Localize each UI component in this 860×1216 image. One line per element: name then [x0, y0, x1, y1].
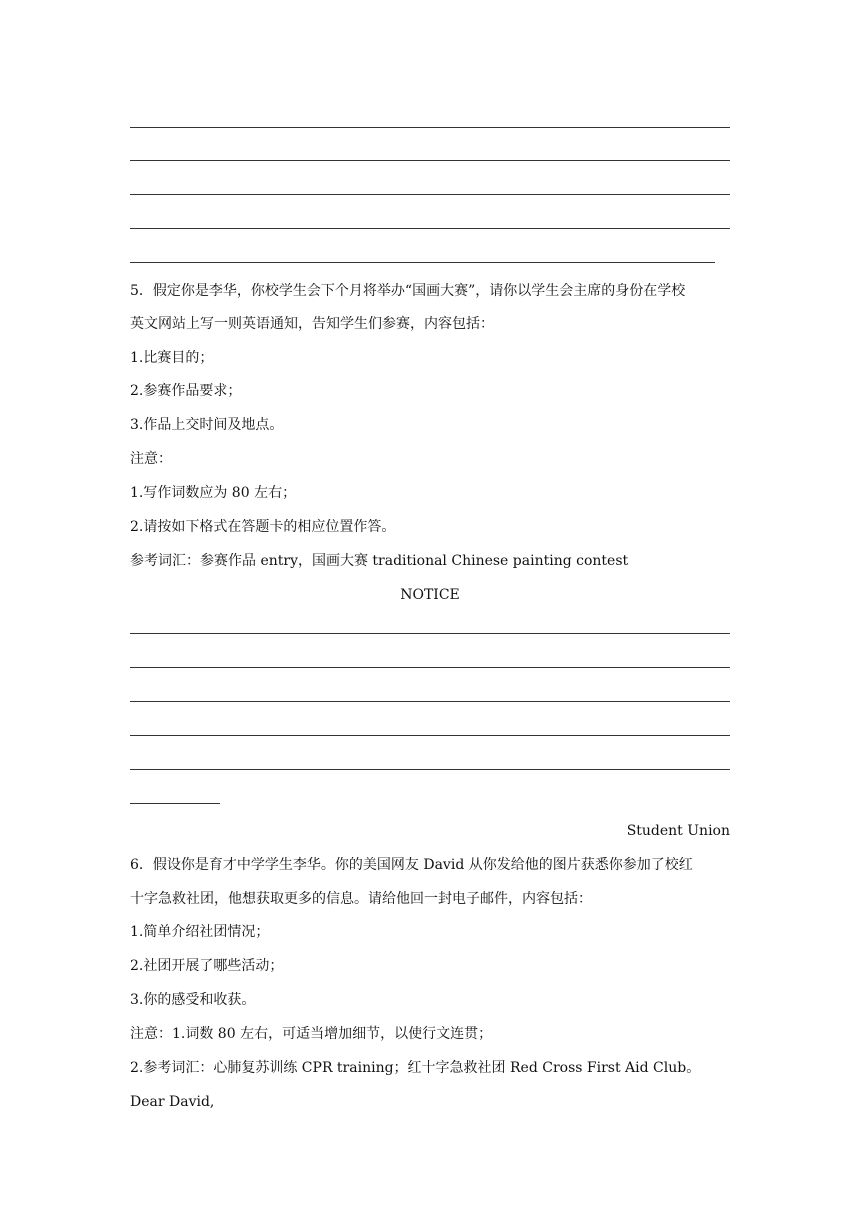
q6-prompt-line2: 十字急救社团，他想获取更多的信息。请给他回一封电子邮件，内容包括： [130, 891, 592, 907]
q6-note: 注意：1.词数 80 左右，可适当增加细节，以使行文连贯； [130, 1026, 493, 1042]
q5-item-2: 2.参赛作品要求； [130, 383, 242, 399]
answer-line [130, 228, 730, 229]
q6-salutation: Dear David, [130, 1094, 215, 1110]
answer-line [130, 194, 730, 195]
q5-item-3: 3.作品上交时间及地点。 [130, 417, 284, 433]
answer-line [130, 127, 730, 128]
answer-line [130, 160, 730, 161]
q5-item-1: 1.比赛目的； [130, 350, 214, 366]
q5-vocab: 参考词汇：参赛作品 entry，国画大赛 traditional Chinese painting contest [130, 553, 629, 569]
q6-prompt-line1: 6．假设你是育才中学学生李华。你的美国网友 David 从你发给他的图片获悉你参加了校红 [130, 857, 693, 873]
signature: Student Union [626, 823, 730, 839]
q5-prompt-line1: 5．假定你是李华，你校学生会下个月将举办“国画大赛”，请你以学生会主席的身份在学校 [130, 283, 686, 299]
answer-line [130, 633, 730, 634]
q5-notes-title: 注意： [130, 451, 172, 467]
q5-note-1: 1.写作词数应为 80 左右； [130, 485, 297, 501]
answer-line [130, 803, 220, 804]
answer-line [130, 701, 730, 702]
q6-item-1: 1.简单介绍社团情况； [130, 924, 270, 940]
answer-line [130, 769, 730, 770]
q6-vocab: 2.参考词汇：心肺复苏训练 CPR training；红十字急救社团 Red Cross First Aid Club。 [130, 1060, 701, 1076]
q5-note-2: 2.请按如下格式在答题卡的相应位置作答。 [130, 519, 396, 535]
answer-line [130, 735, 730, 736]
answer-line [130, 667, 730, 668]
answer-line [130, 262, 715, 263]
q6-item-3: 3.你的感受和收获。 [130, 992, 256, 1008]
q5-prompt-line2: 英文网站上写一则英语通知，告知学生们参赛，内容包括： [130, 316, 494, 332]
q6-item-2: 2.社团开展了哪些活动； [130, 958, 284, 974]
notice-heading: NOTICE [400, 587, 460, 603]
